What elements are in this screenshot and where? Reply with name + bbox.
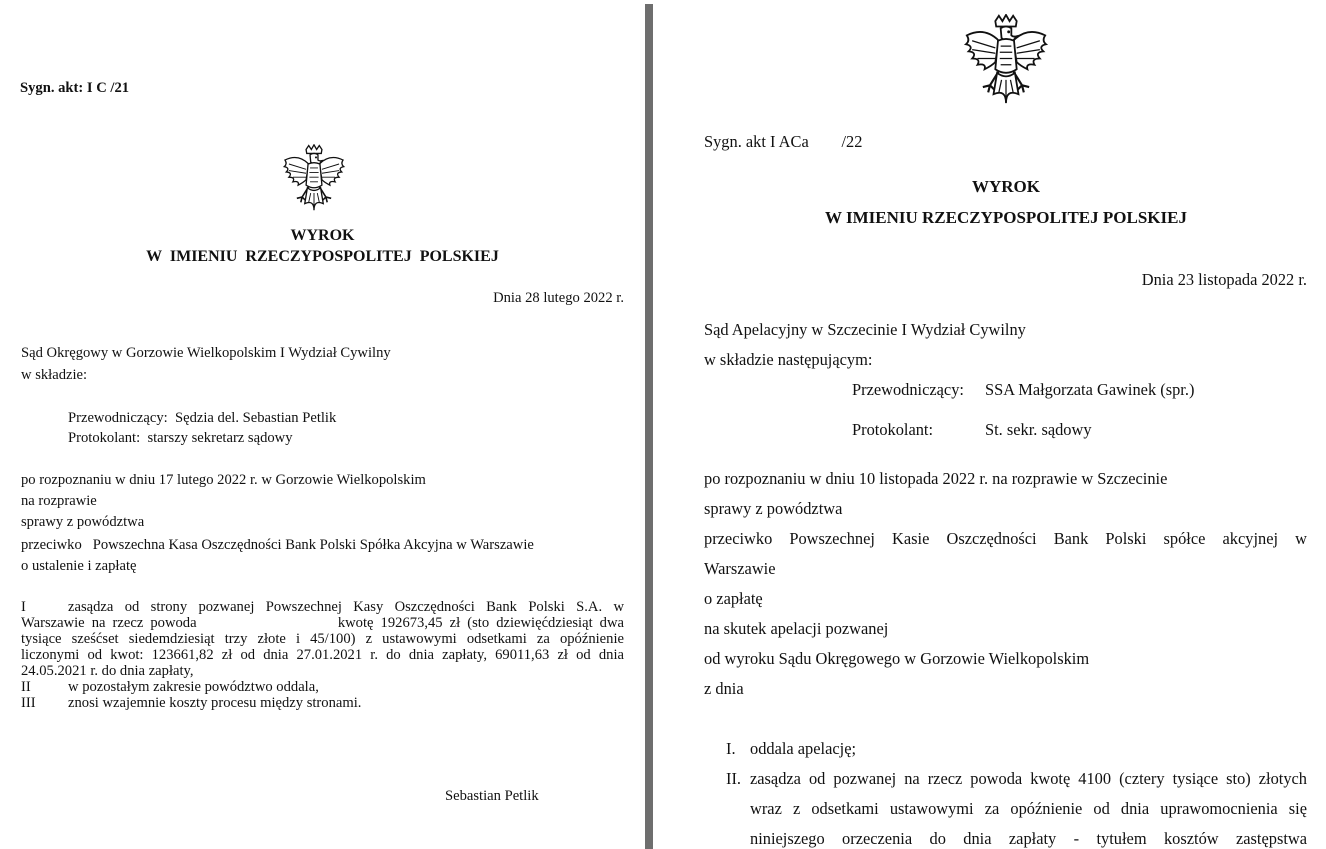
ruling-numeral: I.: [726, 739, 736, 758]
polish-eagle-icon: [281, 144, 347, 217]
case-signature: Sygn. akt I ACa /22: [704, 132, 863, 151]
hearing-line: o zapłatę: [704, 589, 763, 608]
right-document: [653, 0, 1326, 849]
composition-label: w składzie:: [21, 367, 88, 383]
court-clerk: Protokolant: starszy sekretarz sądowy: [68, 430, 293, 446]
judge-signature: Sebastian Petlik: [445, 788, 539, 804]
court-name: Sąd Okręgowy w Gorzowie Wielkopolskim I Wydział Cywilny: [21, 345, 391, 361]
hearing-line: sprawy z powództwa: [21, 514, 145, 530]
verdict-subtitle: W IMIENIU RZECZYPOSPOLITEJ POLSKIEJ: [825, 208, 1187, 227]
hearing-line: od wyroku Sądu Okręgowego w Gorzowie Wielkopolskim: [704, 649, 1090, 668]
case-signature: Sygn. akt: I C /21: [20, 80, 130, 96]
ruling-text-line: zasądza od strony pozwanej Powszechnej Kasy Oszczędności Bank Polski S.A. w: [68, 599, 624, 615]
hearing-line: sprawy z powództwa: [704, 499, 843, 518]
hearing-line: na rozprawie: [21, 493, 97, 509]
hearing-line: Warszawie: [704, 559, 776, 578]
hearing-line: przeciwko Powszechnej Kasie Oszczędności Bank Polski spółce akcyjnej w: [704, 529, 1307, 548]
ruling-text-line: oddala apelację;: [750, 739, 857, 758]
verdict-title: WYROK: [972, 177, 1040, 196]
ruling-text-line: tysiące sześćset siedemdziesiąt trzy złote i 45/100) z ustawowymi odsetkami za opóźnienie: [21, 631, 624, 647]
ruling-text-line: liczonymi od kwot: 123661,82 zł od dnia 27.01.2021 r. do dnia zapłaty, 69011,63 zł od dnia: [21, 647, 624, 663]
polish-eagle-icon: [960, 14, 1052, 112]
ruling-text-line: zasądza od pozwanej na rzecz powoda kwotę 4100 (cztery tysiące sto) złotych: [750, 769, 1307, 788]
hearing-line: z dnia: [704, 679, 744, 698]
presiding-label: Przewodniczący:: [852, 380, 964, 399]
left-document: [0, 0, 645, 849]
ruling-text-line: w pozostałym zakresie powództwo oddala,: [68, 679, 319, 695]
verdict-date: Dnia 28 lutego 2022 r.: [493, 290, 624, 306]
court-clerk: St. sekr. sądowy: [985, 420, 1092, 439]
verdict-title: WYROK: [290, 227, 355, 244]
ruling-numeral: I: [21, 599, 26, 615]
hearing-line: po rozpoznaniu w dniu 10 listopada 2022 r. na rozprawie w Szczecinie: [704, 469, 1168, 488]
court-name: Sąd Apelacyjny w Szczecinie I Wydział Cywilny: [704, 320, 1026, 339]
ruling-text-line: Warszawie na rzecz powoda kwotę 192673,45 zł (sto dziewięćdziesiąt dwa: [21, 615, 624, 631]
clerk-label: Protokolant:: [852, 420, 934, 439]
presiding-judge: Przewodniczący: Sędzia del. Sebastian Petlik: [68, 410, 337, 426]
presiding-judge: SSA Małgorzata Gawinek (spr.): [985, 380, 1195, 399]
ruling-numeral: II: [21, 679, 31, 695]
ruling-numeral: II.: [726, 769, 742, 788]
page-divider: [645, 4, 653, 849]
composition-label: w składzie następującym:: [704, 350, 873, 369]
ruling-numeral: III: [21, 695, 36, 711]
ruling-text-line: 24.05.2021 r. do dnia zapłaty,: [21, 663, 194, 679]
hearing-line: przeciwko Powszechna Kasa Oszczędności Bank Polski Spółka Akcyjna w Warszawie: [21, 537, 534, 553]
verdict-subtitle: W IMIENIU RZECZYPOSPOLITEJ POLSKIEJ: [146, 248, 499, 265]
hearing-line: po rozpoznaniu w dniu 17 lutego 2022 r. w Gorzowie Wielkopolskim: [21, 472, 426, 488]
hearing-line: na skutek apelacji pozwanej: [704, 619, 889, 638]
ruling-text-line: wraz z odsetkami ustawowymi za opóźnienie od dnia uprawomocnienia się: [750, 799, 1307, 818]
verdict-date: Dnia 23 listopada 2022 r.: [1141, 270, 1307, 289]
ruling-text-line: niniejszego orzeczenia do dnia zapłaty - tytułem kosztów zastępstwa: [750, 829, 1307, 848]
hearing-line: o ustalenie i zapłatę: [21, 558, 137, 574]
ruling-text-line: znosi wzajemnie koszty procesu między stronami.: [68, 695, 362, 711]
